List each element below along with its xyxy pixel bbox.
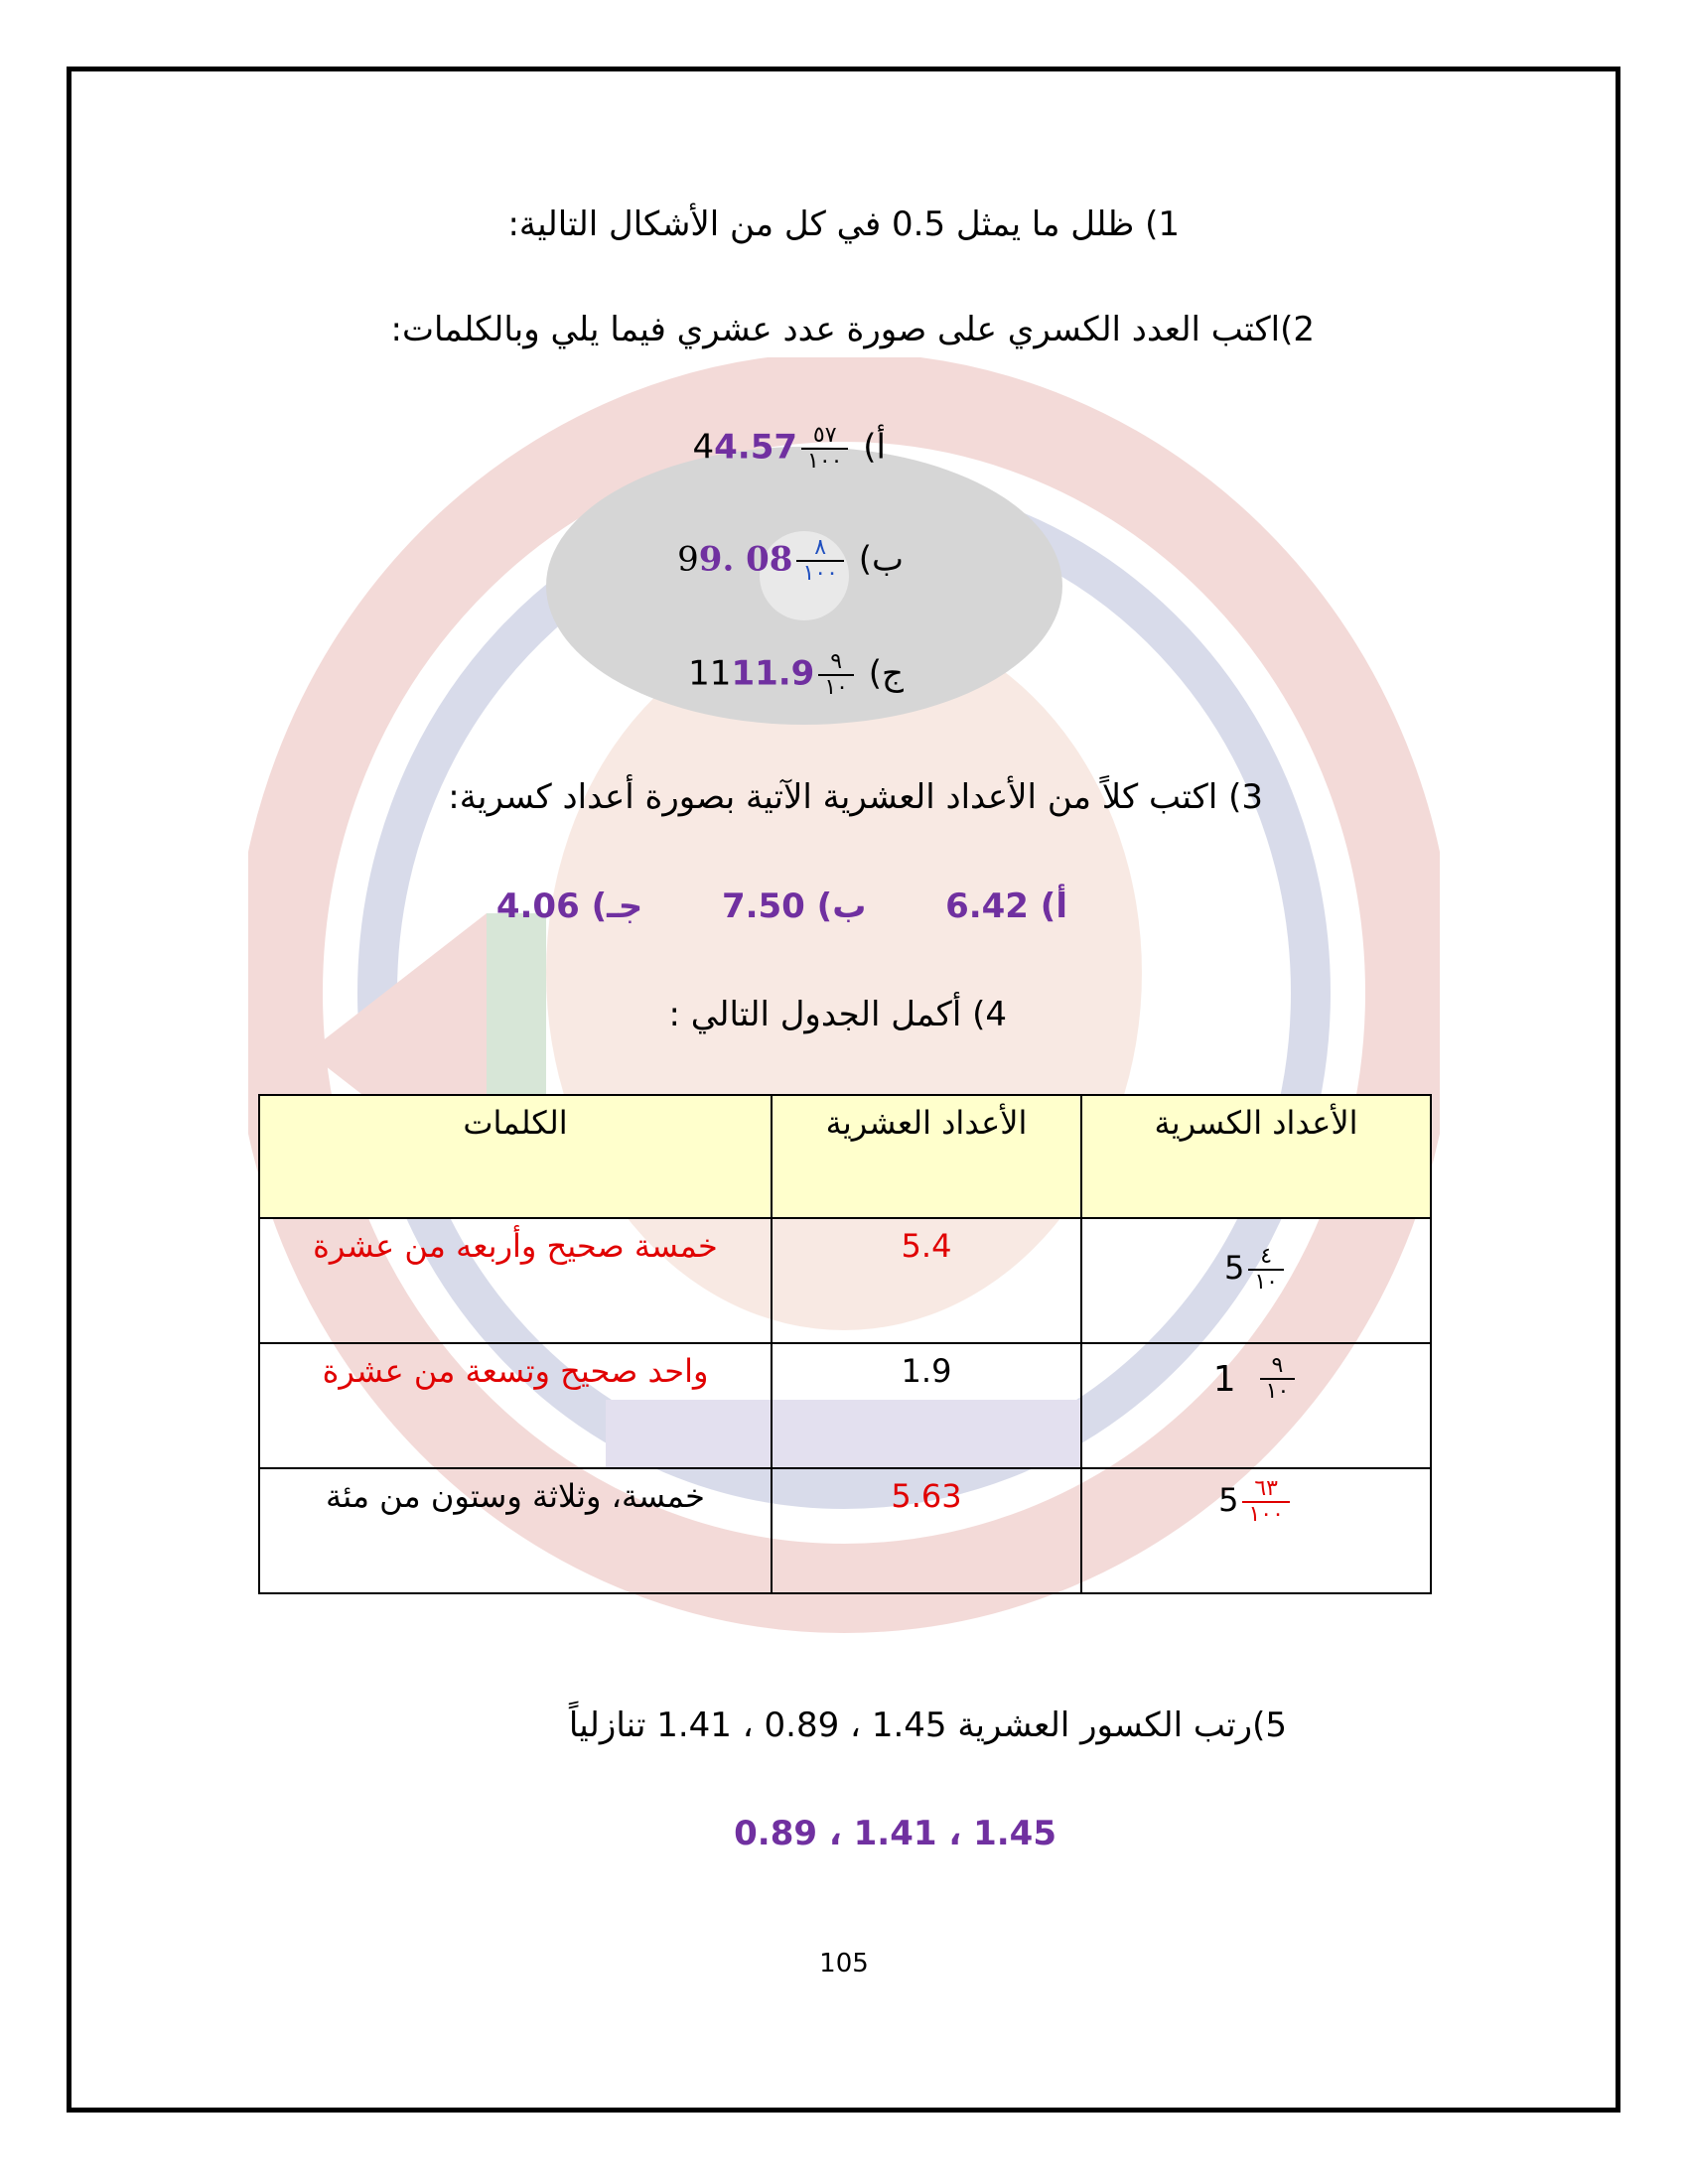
q2-b-answer: 9. 08 [698, 539, 793, 580]
row3-decimal: 5.63 [772, 1468, 1081, 1593]
q2-c-fraction [818, 650, 854, 700]
row1-fraction [1081, 1218, 1431, 1343]
q3-items [496, 887, 1067, 926]
fractions-table [258, 1094, 1432, 1594]
row3-whole: 5 [1218, 1481, 1239, 1519]
q2-c-whole: 11 [688, 653, 732, 694]
row3-frac [1242, 1477, 1289, 1527]
q3-item-c: جـ) 4.06 [495, 887, 643, 926]
table-row [259, 1218, 1431, 1343]
q2-b-denominator: ١٠٠ [796, 560, 843, 586]
row2-frac [1260, 1354, 1296, 1404]
q2-b-label: ب) [858, 539, 904, 580]
q5-answer: 1.45 ، 1.41 ، 0.89 [734, 1814, 1056, 1853]
row1-numerator: ٤ [1260, 1244, 1273, 1269]
row1-denominator: ١٠ [1248, 1269, 1284, 1295]
row2-numerator: ٩ [1271, 1353, 1284, 1378]
row1-whole: 5 [1224, 1249, 1245, 1287]
q2-a-denominator: ١٠٠ [801, 448, 848, 474]
header-words: الكلمات [259, 1095, 772, 1218]
row2-words: واحد صحيح وتسعة من عشرة [259, 1343, 772, 1468]
table-header-row [259, 1095, 1431, 1218]
q2-a-fraction [801, 424, 848, 474]
row2-denominator: ١٠ [1260, 1378, 1296, 1404]
row2-decimal: 1.9 [772, 1343, 1081, 1468]
row1-frac [1248, 1245, 1284, 1295]
q2-c-answer: 11.9 [731, 653, 815, 694]
row3-fraction [1081, 1468, 1431, 1593]
row3-words: خمسة، وثلاثة وستون من مئة [259, 1468, 772, 1593]
question-5: 5)رتب الكسور العشرية 1.45 ، 0.89 ، 1.41 تنازلياً [568, 1706, 1287, 1745]
q2-b-fraction [796, 536, 843, 586]
table-row [259, 1343, 1431, 1468]
page-number: 105 [819, 1949, 869, 1979]
question-4: 4) أكمل الجدول التالي : [668, 995, 1007, 1034]
row1-decimal: 5.4 [772, 1218, 1081, 1343]
q2-b-numerator: ٨ [814, 535, 827, 560]
q2-a-answer: 4.57 [714, 427, 798, 468]
q3-item-a: أ) 6.42 [945, 887, 1067, 926]
row3-denominator: ١٠٠ [1242, 1501, 1289, 1527]
row2-fraction [1081, 1343, 1431, 1468]
q2-a-numerator: ٥٧ [812, 423, 837, 448]
question-3: 3) اكتب كلاً من الأعداد العشرية الآتية بصورة أعداد كسرية: [448, 777, 1263, 817]
header-mixed-fractions: الأعداد الكسرية [1081, 1095, 1431, 1218]
row3-numerator: ٦٣ [1254, 1476, 1278, 1501]
q2-c-denominator: ١٠ [818, 674, 854, 700]
q2-part-a [692, 424, 886, 474]
q2-a-whole: 4 [692, 427, 715, 468]
header-decimals: الأعداد العشرية [772, 1095, 1081, 1218]
q2-a-label: أ) [863, 427, 886, 468]
q2-c-label: ج) [868, 653, 904, 694]
row1-words: خمسة صحيح وأربعه من عشرة [259, 1218, 772, 1343]
q2-c-numerator: ٩ [830, 649, 843, 674]
q2-part-c [688, 650, 904, 700]
question-2: 2)اكتب العدد الكسري على صورة عدد عشري فيما يلي وبالكلمات: [390, 310, 1315, 349]
row2-whole: 1 [1212, 1358, 1236, 1400]
q2-part-b [677, 536, 904, 586]
q3-item-b: ب) 7.50 [721, 887, 867, 926]
table-row [259, 1468, 1431, 1593]
q2-b-whole: 9 [677, 539, 699, 580]
question-1: 1) ظلل ما يمثل 0.5 في كل من الأشكال التالية: [507, 205, 1180, 244]
